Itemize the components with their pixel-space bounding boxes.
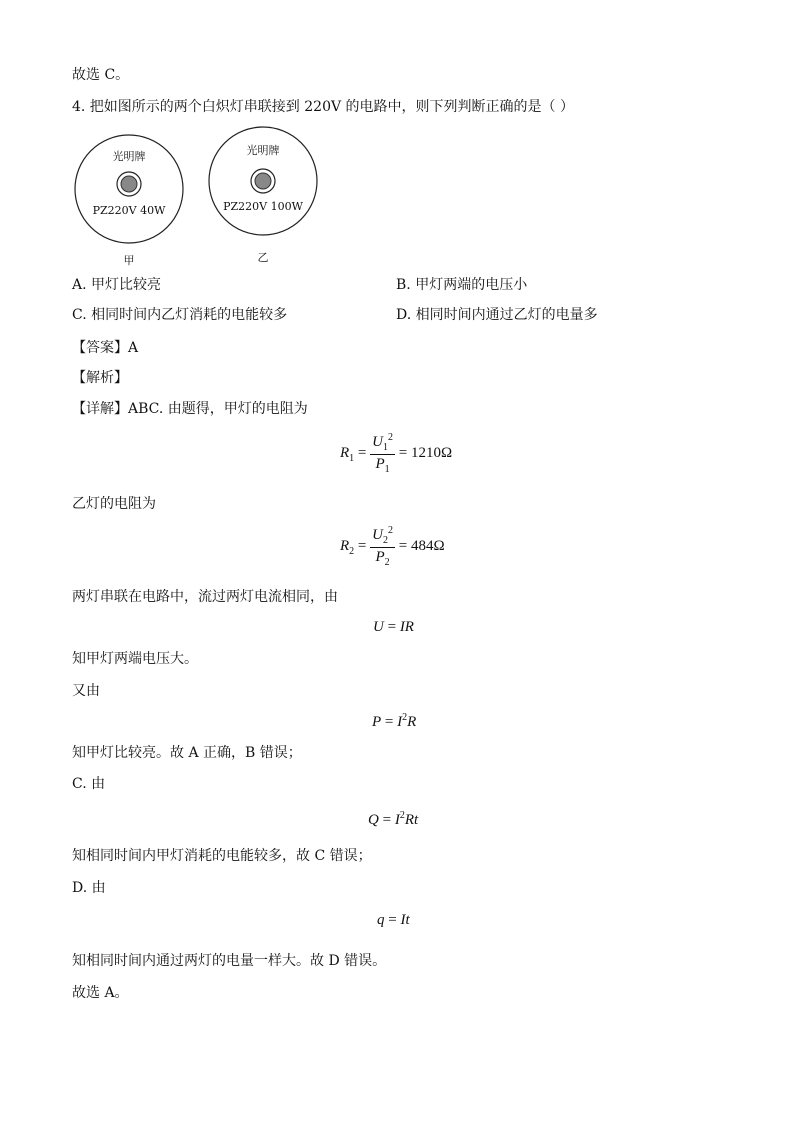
- text-line: 知相同时间内通过两灯的电量一样大。故 D 错误。: [72, 953, 387, 969]
- option-b: B. 甲灯两端的电压小: [396, 277, 528, 293]
- option-a: A. 甲灯比较亮: [72, 277, 162, 293]
- equation-charge: q = It: [377, 912, 410, 928]
- equation-energy: $Q = I^2Rt$: [368, 810, 419, 828]
- question-stem: 4. 把如图所示的两个白炽灯串联接到 220V 的电路中，则下列判断正确的是（ ）: [72, 99, 574, 115]
- text-line: 两灯串联在电路中，流过两灯电流相同，由: [72, 589, 338, 605]
- text-line: 乙灯的电阻为: [72, 496, 156, 512]
- equation-ohm: U = IR: [373, 619, 414, 635]
- equation-r1: $R_1$ = $\frac{U_1^2}{P_1}$ = 1210Ω: [340, 432, 453, 475]
- answer-line: 【答案】A: [72, 340, 139, 356]
- text-line: 又由: [72, 683, 100, 699]
- text-line: 知相同时间内甲灯消耗的电能较多，故 C 错误；: [72, 848, 372, 864]
- option-d: D. 相同时间内通过乙灯的电量多: [396, 307, 598, 323]
- text-line: C. 由: [72, 776, 106, 792]
- r1-value: = 1210Ω: [398, 444, 453, 461]
- bulb-yi-rating: PZ220V 100W: [223, 200, 303, 213]
- bulb-yi-label: 乙: [257, 251, 269, 264]
- bulb-yi-brand: 光明牌: [246, 144, 280, 157]
- text-line: D. 由: [72, 880, 106, 896]
- bulb-jia-figure: [74, 134, 184, 269]
- analysis-heading: 【解析】: [72, 370, 128, 386]
- bulb-jia-brand: 光明牌: [112, 150, 146, 163]
- bulb-jia-rating: PZ220V 40W: [92, 204, 166, 217]
- text-line: 故选 C。: [72, 67, 130, 83]
- equation-r2: $R_2$ = $\frac{U_2^2}{P_2}$ = 484Ω: [340, 525, 445, 568]
- text-line: 知甲灯两端电压大。: [72, 651, 198, 667]
- bulb-jia-label: 甲: [123, 254, 135, 267]
- text-line: 故选 A。: [72, 985, 129, 1001]
- option-c: C. 相同时间内乙灯消耗的电能较多: [72, 307, 288, 323]
- bulb-yi-figure: [208, 126, 318, 266]
- equation-power: $P = I^2R$: [372, 712, 417, 730]
- detail-line: 【详解】ABC. 由题得，甲灯的电阻为: [72, 401, 308, 417]
- r2-value: = 484Ω: [398, 537, 445, 554]
- text-line: 知甲灯比较亮。故 A 正确，B 错误；: [72, 745, 302, 761]
